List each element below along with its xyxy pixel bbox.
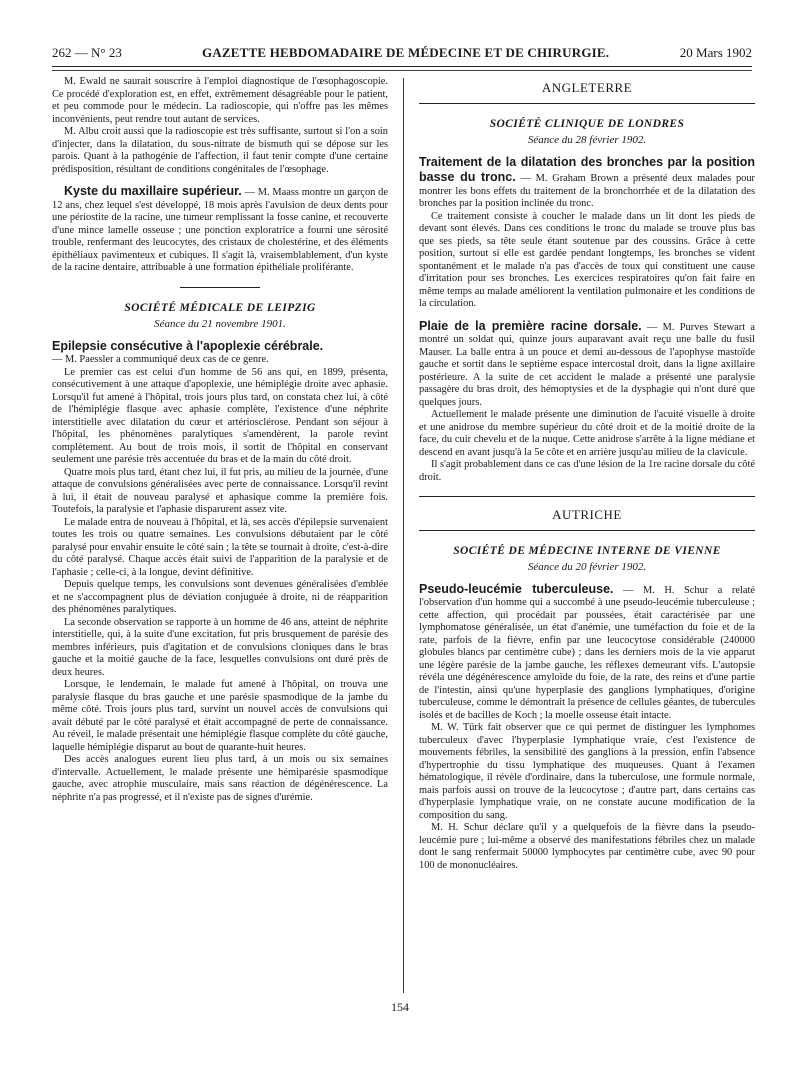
society-heading-leipzig: SOCIÉTÉ MÉDICALE DE LEIPZIG xyxy=(124,301,316,314)
article-plaie xyxy=(419,319,755,410)
society-heading-vienne: SOCIÉTÉ DE MÉDECINE INTERNE DE VIENNE xyxy=(453,544,721,557)
paragraph-case-1: Le premier cas est celui d'un homme de 56 ans qui, en 1899, présenta, consécutivement à une attaque d'apoplexie, une hémiplégie droite avec aphasie. Lorsqu'il fut amené à l'hôpital, trois jours plus tard, on constata chez lui, à côté de l'hémiplégie flasque avec aphasie complète, l'existence d'une néphrite interstitielle avec dilatation du cœur et artériosclérose. Pendant son séjour à l'hôpital, les phénomènes paralytiques s'amendèrent, la parole revint complètement. Au bout de trois mois, il sortit de l'hôpital en conservant seulement une parésie très accentuée du bras et de la main du côté droit. xyxy=(52,366,388,465)
article-title-epilepsie: Epilepsie consécutive à l'apoplexie cérébrale. xyxy=(52,338,324,353)
paragraph-plaie-conclusion: Il s'agit probablement dans ce cas d'une lésion de la 1re racine dorsale du côté droit. xyxy=(419,459,755,483)
paragraph-case-1-recent: Depuis quelque temps, les convulsions sont devenues généralisées d'emblée et ne s'accompagnent plus de déviation conjuguée à droite, ni de réapparition des phénomènes paralytiques. xyxy=(52,579,388,615)
article-text-traitement: — M. Graham Brown a présenté deux malades pour montrer les bons effets du traitement de la bronchorrhée et de la dilatation des bronches par la position inclinée du tronc. xyxy=(419,173,755,209)
paragraph-plaie-current: Actuellement le malade présente une diminution de l'acuité visuelle à droite et une anidrose du membre supérieur du côté droit et de la moitié droite de la face, du cuir chevelu et de la nuque. Cette anidrose s'arrête à la ligne médiane et descend en avant jusqu'à la 5e côte et en arrière jusqu'au milieu de la clavicule. xyxy=(419,409,755,458)
left-column xyxy=(52,76,388,1076)
paragraph-case-1-hospital: Le malade entra de nouveau à l'hôpital, et là, ses accès d'épilepsie survenaient toutes les trois ou quatre semaines. Les convulsions débutaient par le côté paralysé pour envahir ensuite le côté sain ; la tête se tournait à droite, c'est-à-dire du côté paralysé. Chaque accès était suivi de l'apparition de la paralysie et de l'aphasie ; celle-ci, à la longue, devint définitive. xyxy=(52,516,388,578)
article-pseudo-leucemie xyxy=(419,582,755,723)
article-intro-epilepsie: — M. Paessler a communiqué deux cas de ce genre. xyxy=(52,354,269,365)
paragraph-turk: M. W. Türk fait observer que ce qui permet de distinguer les lymphomes tuberculeux d'avec l'hyperplasie lymphatique vraie, c'est l'existence de mouvements fébriles, la sensibilité des ganglions à la pression, enfin l'absence d'hypertrophie du tissu lymphatique des muqueuses. Quant à l'examen hématologique, il révèle d'ordinaire, dans la tuberculose, une formule normale, mais parfois aussi on trouve de la leucocytose ; d'autre part, dans certains cas d'hyperplasie lymphatique vraie, on ne constate aucune modification de la composition du sang. xyxy=(419,722,755,821)
article-title-traitement: Traitement de la dilatation des bronches par la position basse du tronc. xyxy=(419,154,755,184)
article-text-plaie: — M. Purves Stewart a montré un soldat qui, quinze jours auparavant avait reçu une balle du fusil Mauser. La balle entra à un pouce et demi au-dessous de l'apophyse mastoïde gauche et sortit dans le septième espace intercostal droit, dans la ligne axillaire postérieure. A la suite de cet accident le malade a présenté une paralysie passagère du bras droit, des hémoptysies et de la dysphagie qui n'ont duré que quelques jours. xyxy=(419,321,755,408)
article-title-kyste: Kyste du maxillaire supérieur. xyxy=(64,184,242,198)
article-title-epilepsie-wrap xyxy=(52,339,388,355)
paragraph-case-2-current: Des accès analogues eurent lieu plus tard, à un mois ou six semaines d'intervalle. Actuellement, le malade présente une hémiparésie spasmodique gauche, avec atrophie musculaire, mais sans réaction de dégénérescence. La néphrite n'a pas progressé, et il n'existe pas de signes d'urémie. xyxy=(52,754,388,803)
paragraph-albu: M. Albu croit aussi que la radioscopie est très suffisante, surtout si l'on a soin d'injecter, dans la dilatation, du sous-nitrate de bismuth qui se dépose sur les parois. Quant à la pathogénie de l'affection, il faut tenir compte d'une certaine prédisposition, résultant de conditions congénitales de l'œsophage. xyxy=(52,126,388,175)
page-number-footer: 154 xyxy=(391,1000,409,1014)
article-text-pseudo-leucemie: — M. H. Schur a relaté l'observation d'un homme qui a succombé à une pseudo-leucémie tuberculeuse ; cette affection, qui procédait par poussées, était caractérisée par une lymphomatose généralisée, un état d'anémie, une tuméfaction du foie et de la rate, parfois de la fièvre, enfin par une leucocytose considérable (240000 globules blancs par centimètre cube) ; dans les derniers mois de la vie apparut une légère parésie de la jambe gauche, les réflexes demeurant vifs. L'autopsie révéla une dégénérescence amyloïde du foie, de la rate, des reins et d'une partie de l'intestin, ainsi qu'une hyperplasie des ganglions lymphatiques, d'origine tuberculeuse, comme le démontrait la présence de cellules géantes, de tubercules isolés et de bacilles de Koch ; la moelle osseuse était intacte. xyxy=(419,584,755,721)
article-text-kyste: — M. Maass montre un garçon de 12 ans, chez lequel s'est développé, 18 mois après l'avulsion de deux dents pour une périostite de la racine, une tumeur remplissant la fosse canine, et recouverte d'une mince lamelle osseuse ; une ponction exploratrice a fourni une sérosité trouble, renfermant des leucocytes, des cristaux de cholestérine, et des éléments épithéliaux pavimenteux et cubiques. Il s'agit là, vraisemblablement, d'un kyste de la racine dentaire, attribuable à une formation épithéliale proliférante. xyxy=(52,187,388,273)
header-rule xyxy=(52,70,752,71)
article-title-plaie: Plaie de la première racine dorsale. xyxy=(419,318,642,333)
paragraph-schur-reply: M. H. Schur déclare qu'il y a quelquefois de la fièvre dans la pseudo-leucémie pure ; lui-même a observé des manifestations fébriles chez un malade dont le sang renfermait 50000 lymphocytes par centimètre cube, avec 90 pour 100 de mononucléaires. xyxy=(419,822,755,871)
article-title-pseudo-leucemie: Pseudo-leucémie tuberculeuse. xyxy=(419,581,614,596)
article-traitement xyxy=(419,155,755,211)
country-heading-wrap-autriche xyxy=(419,496,755,531)
session-date-leipzig: Séance du 21 novembre 1901. xyxy=(154,318,286,330)
issue-date: 20 Mars 1902 xyxy=(679,45,752,60)
section-separator xyxy=(180,287,260,288)
paragraph-traitement-detail: Ce traitement consiste à coucher le malade dans un lit dont les pieds de devant sont élevés. Dans ces conditions le tronc du malade se trouve plus bas que ses pieds, sa tête seule étant soutenue par des coussins. Grâce à cette position, surtout si elle est gardée pendant longtemps, les bronches se vident spontanément et le malade n'a pas d'accès de toux qui constituent une cause d'irritation pour ses bronches. Les exercices respiratoires qu'on fait faire en même temps au malade améliorent la ventilation pulmonaire et les conditions de la circulation. xyxy=(419,210,755,309)
paragraph-case-2: La seconde observation se rapporte à un homme de 46 ans, atteint de néphrite interstitielle, qui, à la suite d'une excitation, fut pris brusquement de parésie des membres inférieurs, puis d'agitation et de convulsions cloniques dans le bras gauche et la moitié gauche de la face, lesquelles convulsions ont duré près de deux heures. xyxy=(52,616,388,678)
article-kyste xyxy=(52,184,388,275)
journal-title: GAZETTE HEBDOMADAIRE DE MÉDECINE ET DE CHIRURGIE. xyxy=(202,45,610,60)
paragraph-case-1-followup: Quatre mois plus tard, étant chez lui, il fut pris, au milieu de la journée, d'une attaque de convulsions généralisées avec perte de connaissance. Lorsqu'il revint à lui, il était de nouveau paralysé et aphasique comme la première fois. Toutefois, la paralysie et l'aphasie disparurent assez vite. xyxy=(52,466,388,515)
session-date-vienne: Séance du 20 février 1902. xyxy=(527,561,647,573)
paragraph-ewald: M. Ewald ne saurait souscrire à l'emploi diagnostique de l'œsophagoscopie. Ce procédé d'exploration est, en effet, extrêmement désagréable pour le patient, et peu commode pour le médecin. La radioscopie, qui n'offre pas les mêmes inconvénients, peut rendre tout autant de services. xyxy=(52,76,388,125)
country-heading-autriche: AUTRICHE xyxy=(552,507,622,522)
society-heading-londres: SOCIÉTÉ CLINIQUE DE LONDRES xyxy=(489,117,685,130)
page-issue-number: 262 — N° 23 xyxy=(52,45,122,60)
right-column xyxy=(419,76,755,1076)
column-divider xyxy=(403,78,404,993)
country-heading-wrap-angleterre xyxy=(419,82,755,104)
session-date-londres: Séance du 28 février 1902. xyxy=(527,134,647,146)
running-header xyxy=(52,40,752,67)
paragraph-case-2-hospital: Lorsque, le lendemain, le malade fut amené à l'hôpital, on trouva une paralysie flasque du bras gauche et une parésie spasmodique de la jambe du même côté. Trois jours plus tard, survint un nouvel accès de convulsions qui avait débuté par le côté paralysé et était accompagné de perte de connaissance. Au réveil, le malade présentait une hémiplégie flasque complète du côté gauche, laquelle hémiplégie disparut au bout de quarante-huit heures. xyxy=(52,679,388,753)
country-heading-angleterre: ANGLETERRE xyxy=(541,80,633,95)
